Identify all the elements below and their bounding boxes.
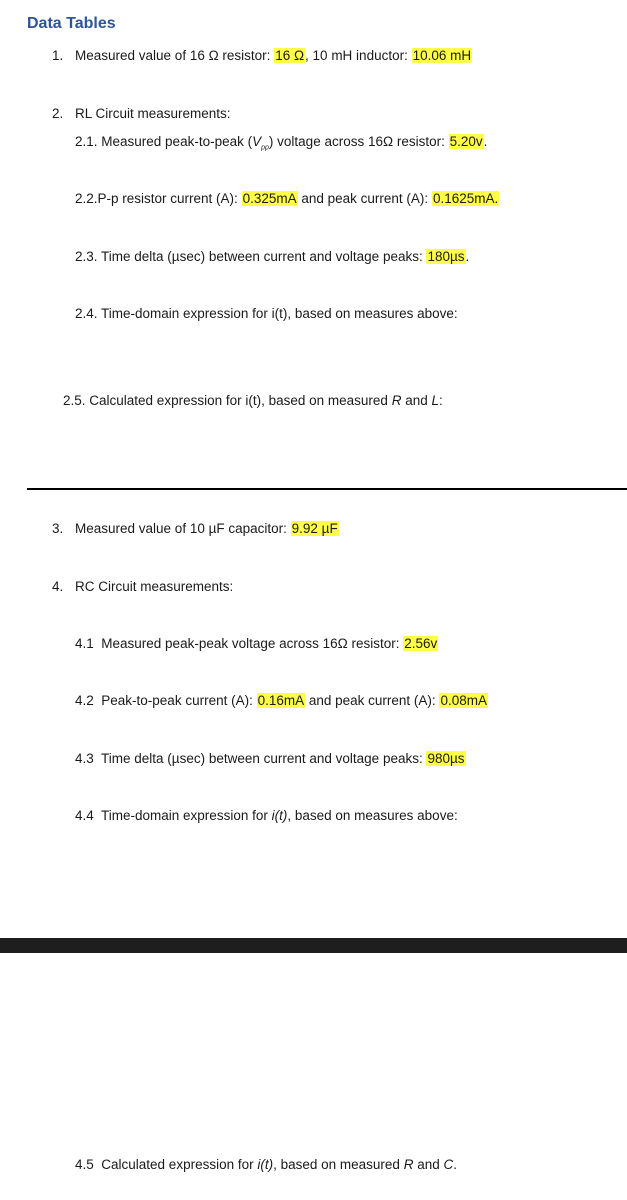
item-2-heading: RL Circuit measurements: — [75, 106, 231, 121]
item-4-heading: RC Circuit measurements: — [75, 579, 234, 594]
item-2-5-pre: 2.5. Calculated expression for i(t), based on measured — [63, 393, 392, 408]
item-3-pre: Measured value of 10 µF capacitor: — [75, 521, 291, 536]
item-4-2-pre: 4.2 Peak-to-peak current (A): — [75, 693, 257, 708]
item-4-2-line — [75, 693, 488, 708]
item-4-5-c: C — [443, 1157, 454, 1172]
rc-pp-current-value: 0.16mA — [257, 693, 305, 708]
inductor-value: 10.06 mH — [412, 48, 472, 63]
rl-time-delta-value: 180µs — [427, 249, 465, 264]
item-4-1-line — [75, 636, 438, 651]
item-1-number: 1. — [52, 48, 64, 63]
item-2-2-pre: 2.2.P-p resistor current (A): — [75, 191, 242, 206]
rl-vpp-value: 5.20v — [449, 134, 483, 149]
item-2-1-v: V — [252, 134, 262, 149]
capacitor-value: 9.92 µF — [291, 521, 338, 536]
item-2-2-mid: and peak current (A): — [297, 191, 432, 206]
item-2-3-tail: . — [465, 249, 470, 264]
item-2-5-tail: : — [438, 393, 443, 408]
rc-time-delta-value: 980µs — [427, 751, 465, 766]
item-1-line — [75, 48, 472, 63]
item-2-1-line — [75, 134, 487, 152]
section-divider — [27, 488, 627, 490]
rl-peak-current-value: 0.1625mA. — [432, 191, 499, 206]
item-2-number: 2. — [52, 106, 64, 121]
item-4-5-mid: , based on measured — [273, 1157, 404, 1172]
item-4-4-pre: 4.4 Time-domain expression for — [75, 808, 272, 823]
item-2-2-line — [75, 191, 499, 206]
item-4-5-and: and — [413, 1157, 444, 1172]
item-2-5-l: L — [431, 393, 439, 408]
item-2-3-pre: 2.3. Time delta (µsec) between current and voltage peaks: — [75, 249, 427, 264]
item-4-5-pre: 4.5 Calculated expression for — [75, 1157, 258, 1172]
item-2-4-line: 2.4. Time-domain expression for i(t), based on measures above: — [75, 306, 458, 321]
item-2-1-sub: pp — [261, 144, 269, 152]
item-4-1-pre: 4.1 Measured peak-peak voltage across 16Ω resistor: — [75, 636, 404, 651]
item-2-5-line — [63, 393, 443, 408]
item-4-4-it: i(t) — [271, 808, 288, 823]
item-4-number: 4. — [52, 579, 64, 594]
item-4-5-it: i(t) — [257, 1157, 274, 1172]
item-4-5-line — [75, 1157, 457, 1172]
item-4-2-mid: and peak current (A): — [305, 693, 440, 708]
rc-vpp-value: 2.56v — [404, 636, 438, 651]
item-2-1-pre: 2.1. Measured peak-to-peak ( — [75, 134, 253, 149]
item-4-5-tail: . — [453, 1157, 457, 1172]
item-2-5-mid: and — [401, 393, 432, 408]
item-1-text-a: Measured value of 16 Ω resistor: — [75, 48, 275, 63]
page-break-bar — [0, 938, 627, 953]
resistor-value: 16 Ω — [275, 48, 305, 63]
item-4-4-line — [75, 808, 458, 823]
item-2-1-tail: . — [483, 134, 488, 149]
item-4-3-pre: 4.3 Time delta (µsec) between current and voltage peaks: — [75, 751, 427, 766]
rl-pp-current-value: 0.325mA — [242, 191, 297, 206]
item-4-3-line — [75, 751, 466, 766]
rc-peak-current-value: 0.08mA — [440, 693, 487, 708]
item-3-line — [75, 521, 339, 536]
item-3-number: 3. — [52, 521, 64, 536]
item-1-text-b: , 10 mH inductor: — [305, 48, 412, 63]
item-2-5-r: R — [391, 393, 402, 408]
item-4-4-post: , based on measures above: — [287, 808, 458, 823]
item-4-5-r: R — [403, 1157, 414, 1172]
item-2-3-line — [75, 249, 469, 264]
item-2-1-post: ) voltage across 16Ω resistor: — [268, 134, 449, 149]
page-title: Data Tables — [27, 15, 116, 32]
